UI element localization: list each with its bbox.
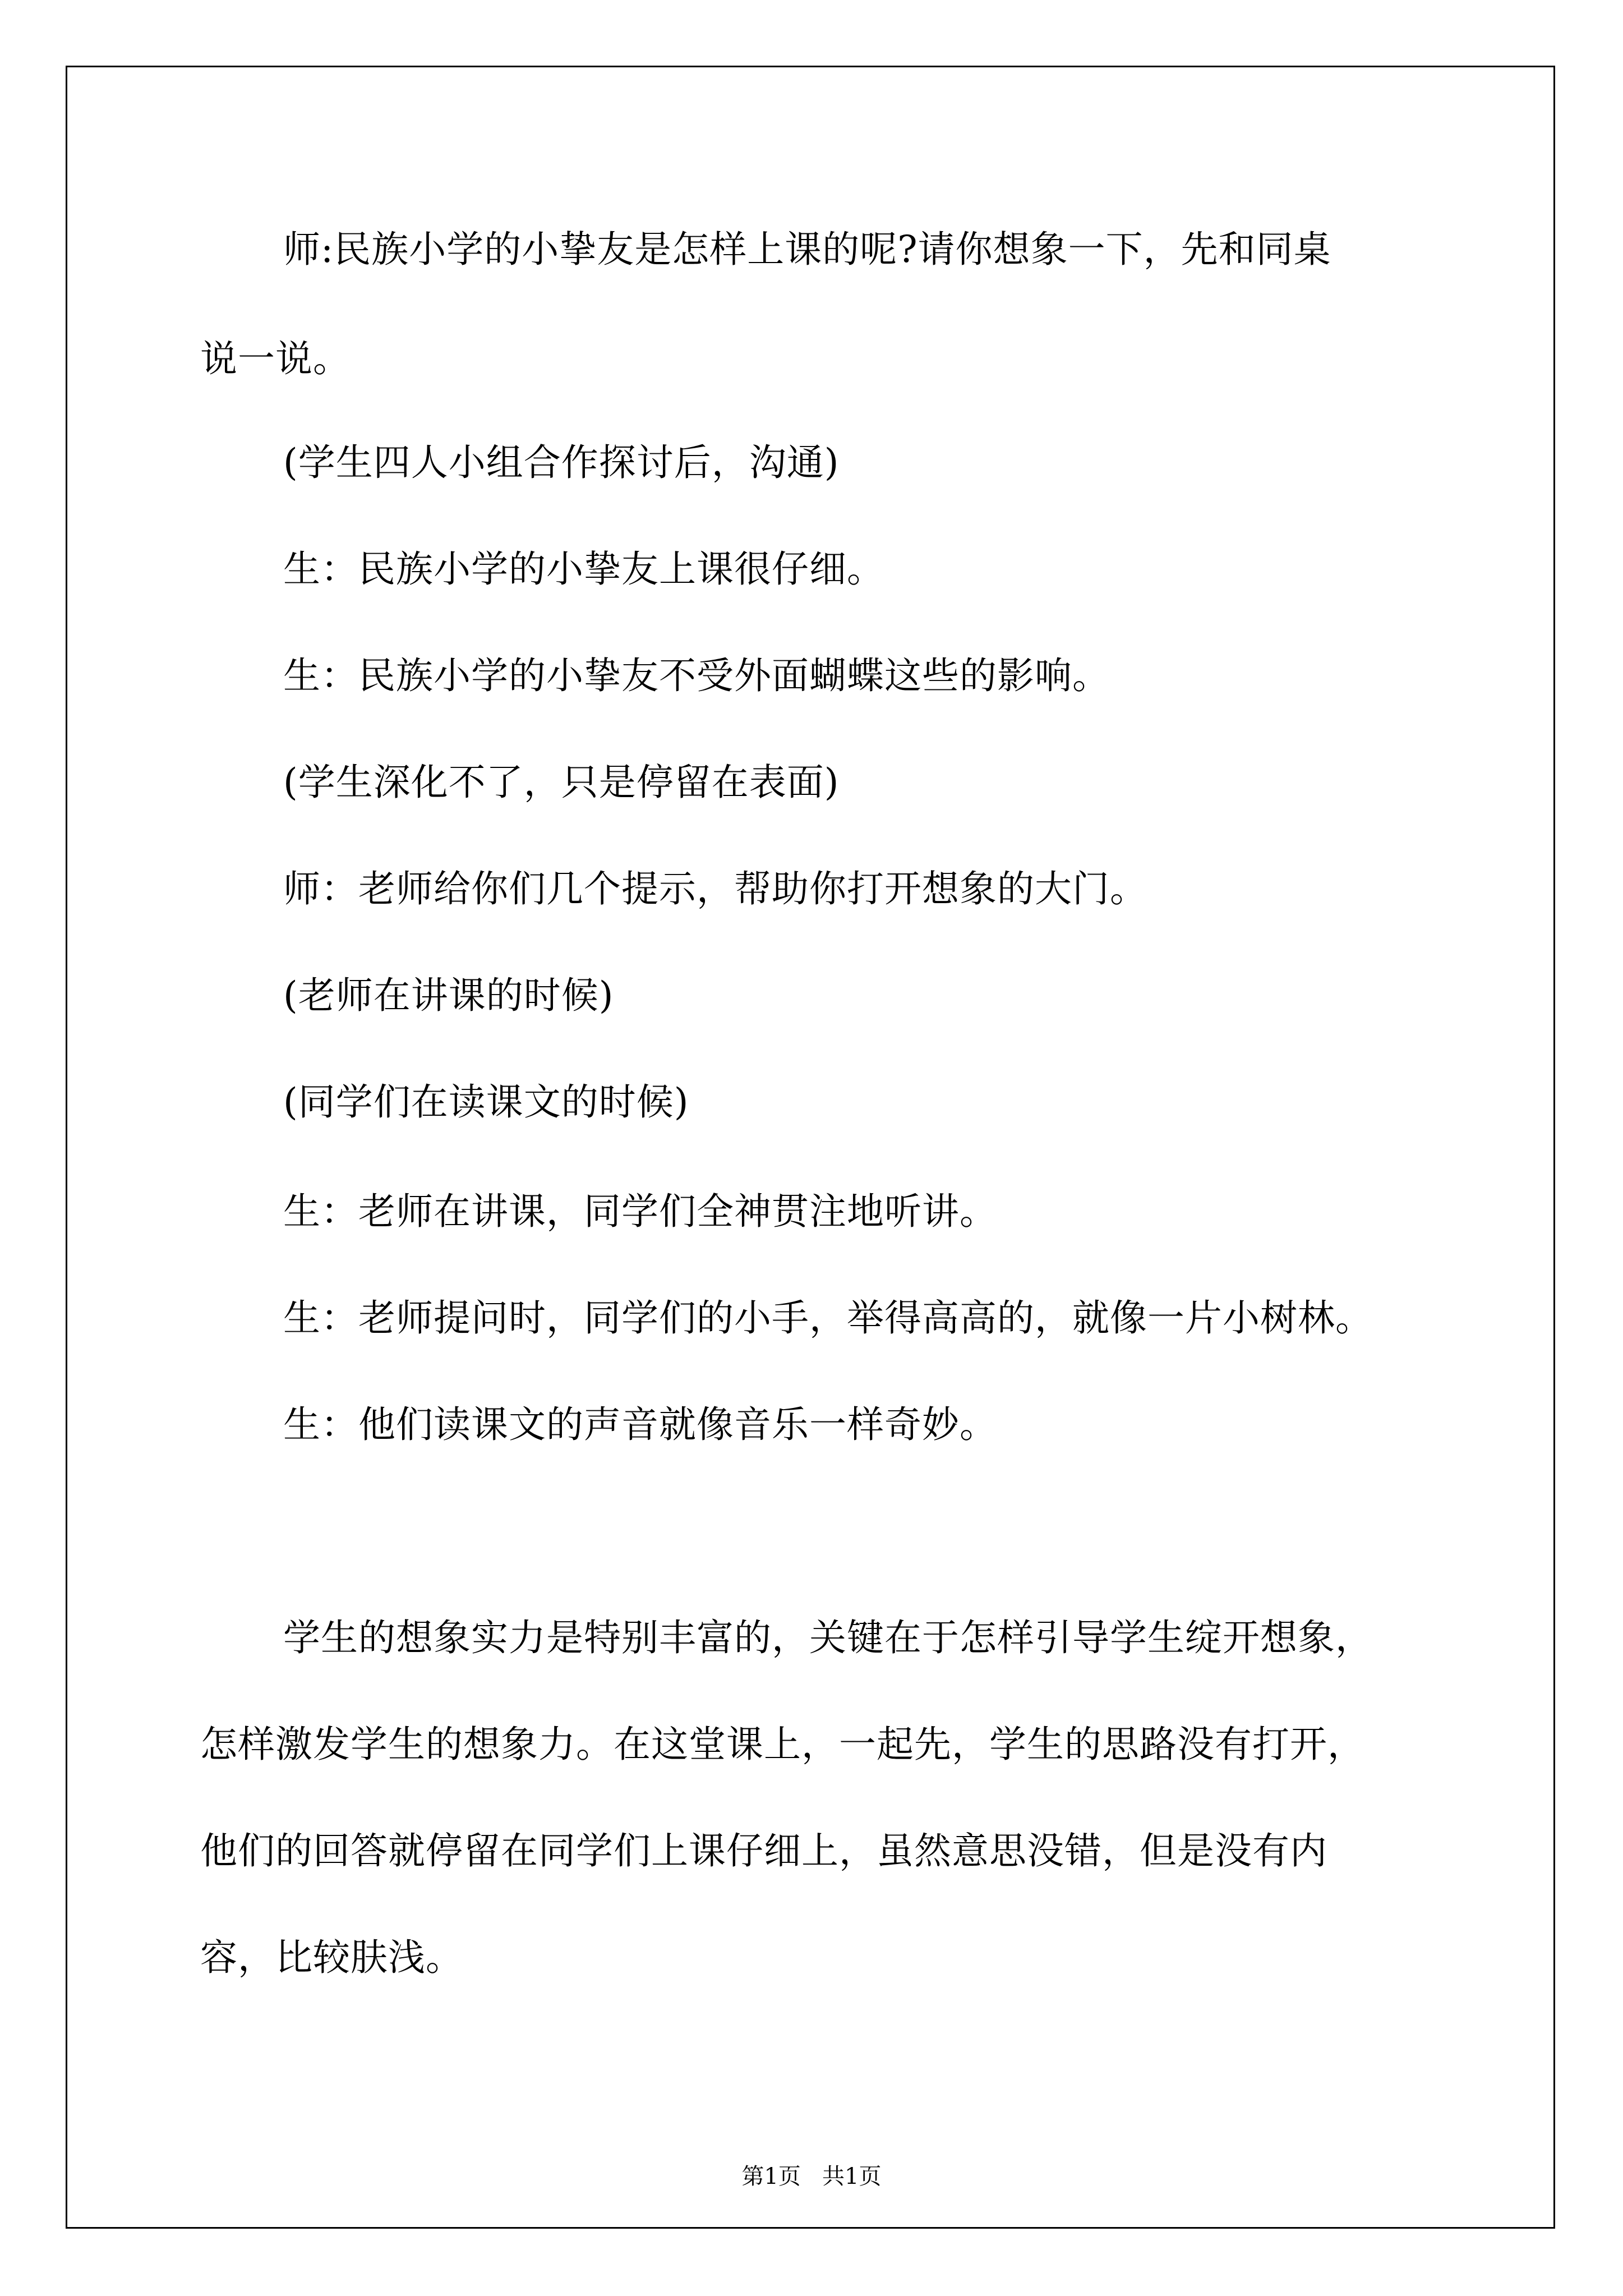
- paragraph-line-15: 他们的回答就停留在同学们上课仔细上，虽然意思没错，但是没有内: [200, 1829, 1327, 1872]
- paragraph-line-4: 生：民族小学的小挚友上课很仔细。: [283, 547, 884, 591]
- paragraph-line-11: 生：老师提问时，同学们的小手，举得高高的，就像一片小树林。: [283, 1296, 1373, 1340]
- paragraph-line-16: 容，比较肤浅。: [200, 1936, 463, 1979]
- page-footer: 第1页 共1页: [741, 2164, 882, 2189]
- paragraph-line-12: 生：他们读课文的声音就像音乐一样奇妙。: [283, 1403, 997, 1446]
- paragraph-line-3: (学生四人小组合作探讨后，沟通): [283, 441, 840, 484]
- paragraph-line-7: 师：老师给你们几个提示，帮助你打开想象的大门。: [283, 867, 1147, 910]
- paragraph-line-14: 怎样激发学生的想象力。在这堂课上，一起先，学生的思路没有打开，: [200, 1723, 1365, 1766]
- page-border: [66, 66, 1555, 2229]
- paragraph-line-5: 生：民族小学的小挚友不受外面蝴蝶这些的影响。: [283, 654, 1110, 697]
- paragraph-line-8: (老师在讲课的时候): [283, 974, 614, 1017]
- paragraph-line-1: 师:民族小学的小挚友是怎样上课的呢?请你想象一下，先和同桌: [283, 228, 1331, 271]
- paragraph-line-9: (同学们在读课文的时候): [283, 1080, 689, 1124]
- paragraph-line-6: (学生深化不了，只是停留在表面): [283, 761, 840, 804]
- paragraph-line-2: 说一说。: [200, 337, 351, 380]
- paragraph-line-10: 生：老师在讲课，同学们全神贯注地听讲。: [283, 1190, 997, 1233]
- paragraph-line-13: 学生的想象实力是特别丰富的，关键在于怎样引导学生绽开想象，: [283, 1616, 1373, 1659]
